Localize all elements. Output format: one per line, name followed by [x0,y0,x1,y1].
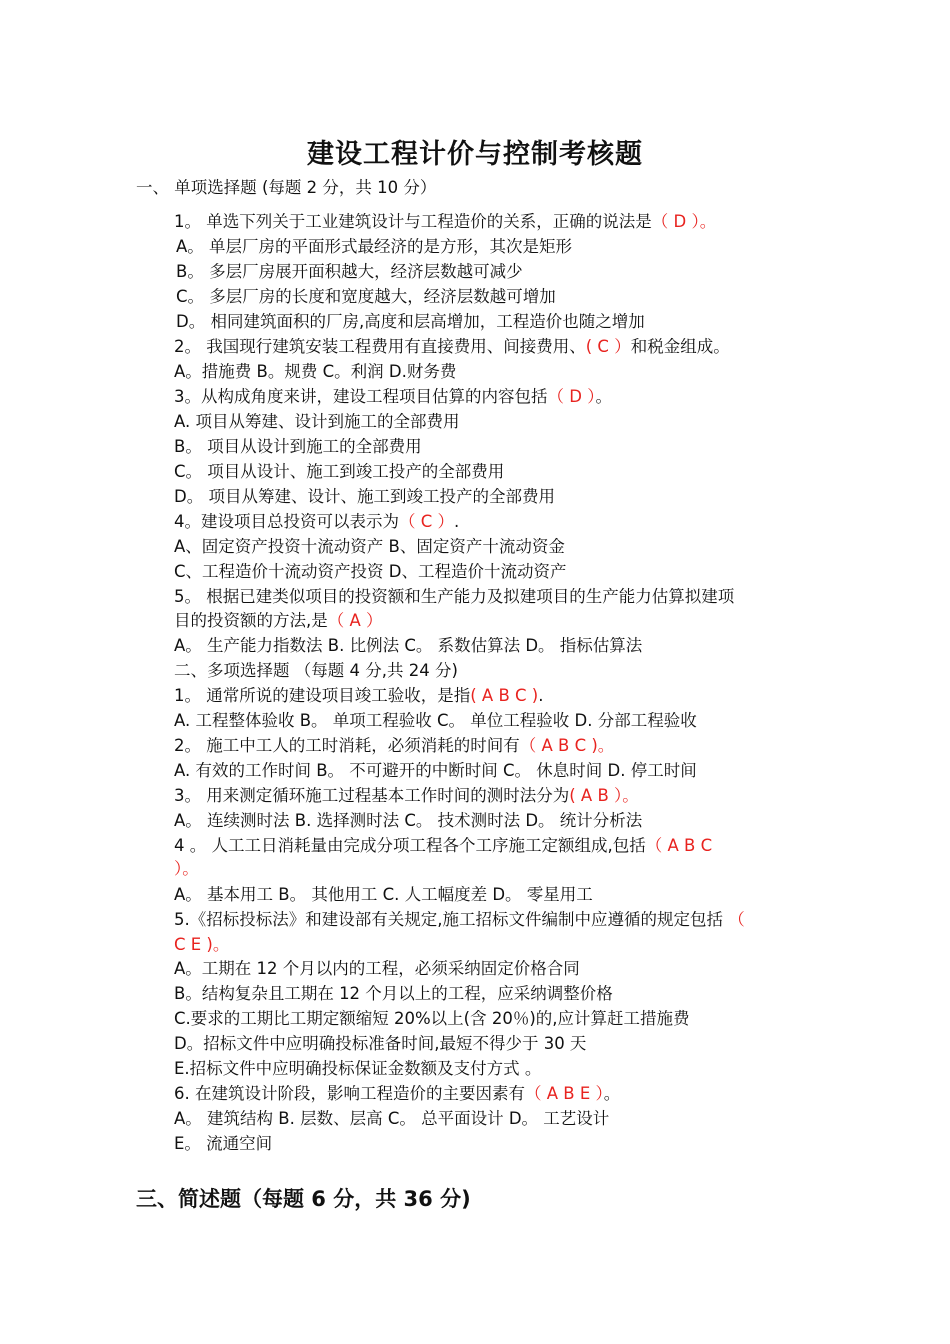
answer-mark: ( A B C ) [470,686,539,705]
answer-mark: （ [728,910,745,929]
line-text: E。 流通空间 [174,1134,273,1153]
page-title: 建设工程计价与控制考核题 [307,139,643,170]
line-text: 5。 根据已建类似项目的投资额和生产能力及拟建项目的生产能力估算拟建项 [174,587,735,606]
question-line [174,410,460,434]
question-line [174,1032,586,1056]
line-text: 。 [603,1084,621,1103]
line-text: 1。 单选下列关于工业建筑设计与工程造价的关系，正确的说法是 [174,212,652,231]
answer-mark: ( C ） [585,337,631,356]
answer-mark: （ A B E ） [525,1084,604,1103]
question-line [176,260,523,284]
answer-mark: （ D ）。 [651,212,717,231]
question-line [174,385,612,409]
question-line [174,709,697,733]
question-line [176,310,645,334]
question-line [174,460,504,484]
question-line [174,535,565,559]
question-line [174,210,716,234]
line-text: C.要求的工期比工期定额缩短 20%以上(含 20％)的,应计算赶工措施费 [174,1009,690,1028]
line-text: B。结构复杂且工期在 12 个月以上的工程，应采纳调整价格 [174,984,613,1003]
line-text: A。 连续测时法 B. 选择测时法 C。 技术测时法 D。 统计分析法 [174,811,643,830]
question-line [174,560,566,584]
section-2-heading [174,659,458,683]
question-line [174,883,593,907]
question-line [174,510,459,534]
line-text: E.招标文件中应明确投标保证金数额及支付方式 。 [174,1059,542,1078]
answer-mark: ）。 [174,859,199,878]
question-line [174,809,642,833]
line-text: 3。从构成角度来讲，建设工程项目估算的内容包括 [174,387,548,406]
line-text: A. 项目从筹建、设计到施工的全部费用 [174,412,460,431]
question-line [174,1007,690,1031]
line-text: A、固定资产投资十流动资产 B、固定资产十流动资金 [174,537,565,556]
line-text: 4 。 人工工日消耗量由完成分项工程各个工序施工定额组成,包括 [174,836,646,855]
line-text: . [454,512,460,531]
line-text: . [538,686,544,705]
line-text: A。 生产能力指数法 B. 比例法 C。 系数估算法 D。 指标估算法 [174,636,643,655]
line-text: C、工程造价十流动资产投资 D、工程造价十流动资产 [174,562,567,581]
line-text: B。 项目从设计到施工的全部费用 [174,437,422,456]
question-line [174,933,229,957]
line-text: 2。 我国现行建筑安装工程费用有直接费用、间接费用、 [174,337,586,356]
question-line [174,634,642,658]
line-text: A。工期在 12 个月以内的工程，必须采纳固定价格合同 [174,959,580,978]
line-text: 和税金组成。 [630,337,730,356]
question-line [174,834,712,858]
question-line [174,609,383,633]
question-line [174,734,614,758]
question-line [174,360,456,384]
line-text: 2。 施工中工人的工时消耗，必须消耗的时间有 [174,736,520,755]
question-line [174,435,422,459]
line-text: A. 工程整体验收 B。 单项工程验收 C。 单位工程验收 D. 分部工程验收 [174,711,697,730]
question-line [174,784,639,808]
line-text: 一、 单项选择题 (每题 2 分，共 10 分） [136,178,437,197]
question-line [174,759,697,783]
question-line [174,957,580,981]
question-line [174,908,745,932]
line-text: A。措施费 B。规费 C。利润 D.财务费 [174,362,457,381]
answer-mark: （ A ） [327,611,383,630]
question-line [174,684,543,708]
question-line [174,585,734,609]
line-text: C。 多层厂房的长度和宽度越大，经济层数越可增加 [176,287,556,306]
answer-mark: ( A B ）。 [569,786,639,805]
line-text: A。 单层厂房的平面形式最经济的是方形，其次是矩形 [176,237,573,256]
question-line [176,285,556,309]
line-text: D。 相同建筑面积的厂房,高度和层高增加，工程造价也随之增加 [176,312,645,331]
section-3-heading: 三、简述题（每题 6 分，共 36 分) [136,1187,471,1211]
line-text: 6. 在建筑设计阶段，影响工程造价的主要因素有 [174,1084,525,1103]
question-line [174,1132,272,1156]
line-text: 5.《招标投标法》和建设部有关规定,施工招标文件编制中应遵循的规定包括 [174,910,729,929]
answer-mark: （ D ） [547,387,596,406]
question-line [176,235,572,259]
question-line [174,485,555,509]
line-text: 。 [595,387,612,406]
line-text: 3。 用来测定循环施工过程基本工作时间的测时法分为 [174,786,570,805]
question-line [174,1057,541,1081]
question-line [174,1107,609,1131]
line-text: B。 多层厂房展开面积越大，经济层数越可减少 [176,262,523,281]
line-text: 1。 通常所说的建设项目竣工验收，是指 [174,686,471,705]
line-text: 4。建设项目总投资可以表示为 [174,512,399,531]
question-line [174,982,613,1006]
line-text: D。 项目从筹建、设计、施工到竣工投产的全部费用 [174,487,555,506]
line-text: A。 基本用工 B。 其他用工 C. 人工幅度差 D。 零星用工 [174,885,593,904]
answer-mark: （ A B C )。 [519,736,615,755]
answer-mark: （ A B C [645,836,713,855]
line-text: A. 有效的工作时间 B。 不可避开的中断时间 C。 休息时间 D. 停工时间 [174,761,697,780]
section-1-heading [136,176,436,200]
line-text: 目的投资额的方法,是 [174,611,328,630]
question-line [174,857,199,881]
line-text: D。招标文件中应明确投标准备时间,最短不得少于 30 天 [174,1034,587,1053]
line-text: A。 建筑结构 B. 层数、层高 C。 总平面设计 D。 工艺设计 [174,1109,610,1128]
answer-mark: C E )。 [174,935,230,954]
question-line [174,335,730,359]
line-text: 二、多项选择题 （每题 4 分,共 24 分) [174,661,458,680]
line-text: C。 项目从设计、施工到竣工投产的全部费用 [174,462,505,481]
question-line [174,1082,620,1106]
answer-mark: （ C ） [399,512,455,531]
